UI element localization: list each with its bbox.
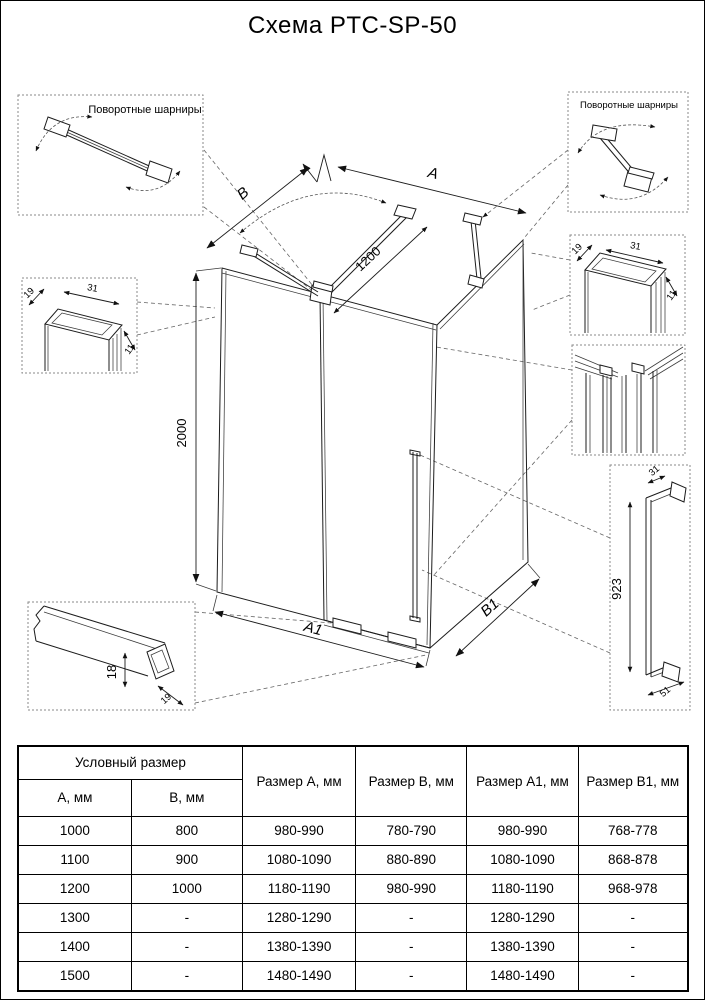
table-row	[18, 962, 688, 992]
schematic-drawing	[0, 55, 705, 745]
cell: 1180-1190	[242, 875, 355, 904]
table-row	[18, 933, 688, 962]
size-table	[17, 745, 689, 992]
callout-leader-lines	[137, 150, 610, 703]
cell: 1500	[18, 962, 131, 992]
side-glass-panel	[430, 240, 528, 648]
hinge-callout-right-label: Поворотные шарниры	[580, 100, 678, 111]
cell: 1380-1390	[242, 933, 355, 962]
page-title: Схема PTC-SP-50	[247, 12, 458, 39]
header-size-b: Размер В, мм	[356, 746, 467, 817]
cell: 768-778	[578, 817, 688, 846]
swing-arc	[240, 193, 386, 233]
cell: 1380-1390	[467, 933, 578, 962]
hinge-callout-left-label: Поворотные шарниры	[88, 104, 202, 116]
cell: 780-790	[356, 817, 467, 846]
callout-bottom-rail	[28, 602, 195, 710]
cell: 1200	[18, 875, 131, 904]
cell: 968-978	[578, 875, 688, 904]
dim-label-1200: 1200	[352, 243, 384, 275]
profile-left-dim-31: 31	[86, 282, 99, 295]
cell: 900	[131, 846, 242, 875]
bottom-rail	[324, 618, 430, 653]
cell: 1180-1190	[467, 875, 578, 904]
profile-left-dim-19: 19	[21, 285, 37, 301]
callout-hinges-right	[568, 92, 688, 212]
callout-hinges-left	[18, 95, 203, 215]
cell: 1080-1090	[242, 846, 355, 875]
dim-label-a1: A1	[302, 618, 325, 640]
rail-dim-19: 19	[158, 691, 174, 707]
table-row	[18, 846, 688, 875]
cell: -	[578, 962, 688, 992]
cell: 1000	[131, 875, 242, 904]
table-row	[18, 817, 688, 846]
cell: 1000	[18, 817, 131, 846]
callout-wall-profile-left	[22, 278, 138, 373]
table-row	[18, 875, 688, 904]
dim-label-2000: 2000	[174, 418, 189, 448]
header-size-b1: Размер В1, мм	[578, 746, 688, 817]
support-bar-right	[463, 213, 484, 288]
cell: 800	[131, 817, 242, 846]
cell: 980-990	[356, 875, 467, 904]
profile-right-dim-31: 31	[629, 240, 642, 253]
cell: 980-990	[467, 817, 578, 846]
cell: 1280-1290	[467, 904, 578, 933]
cell: -	[578, 904, 688, 933]
cell: 1480-1490	[467, 962, 578, 992]
cell: -	[356, 904, 467, 933]
header-nominal-size: Условный размер	[18, 746, 242, 780]
cell: -	[131, 933, 242, 962]
profile-right-dim-11: 11	[664, 288, 680, 303]
cell: 1280-1290	[242, 904, 355, 933]
handle-dim-51: 51	[657, 684, 673, 700]
cell: 980-990	[242, 817, 355, 846]
dim-label-b: B	[233, 183, 253, 204]
header-size-a1: Размер А1, мм	[467, 746, 578, 817]
cell: 1300	[18, 904, 131, 933]
dim-label-b1: B1	[477, 595, 503, 621]
dim-label-a: A	[426, 164, 440, 184]
callout-glass-junction	[572, 345, 685, 455]
profile-right-dim-19: 19	[569, 241, 585, 257]
cell: 1100	[18, 846, 131, 875]
cell: -	[578, 933, 688, 962]
cell: 1480-1490	[242, 962, 355, 992]
header-b-mm: В, мм	[131, 780, 242, 817]
cell: 868-878	[578, 846, 688, 875]
cell: -	[131, 962, 242, 992]
table-row	[18, 904, 688, 933]
main-dimensions	[174, 155, 540, 667]
header-a-mm: А, мм	[18, 780, 131, 817]
rail-dim-18: 18	[104, 664, 119, 680]
callout-wall-profile-right	[570, 235, 685, 335]
handle-dim-31: 31	[646, 463, 662, 479]
cell: -	[356, 933, 467, 962]
cell: 1080-1090	[467, 846, 578, 875]
cell: -	[131, 904, 242, 933]
callout-handle	[609, 463, 690, 710]
cell: -	[356, 962, 467, 992]
handle-dim-923: 923	[609, 578, 624, 600]
door-handle	[410, 450, 420, 622]
profile-left-dim-11: 11	[122, 342, 138, 357]
cell: 1400	[18, 933, 131, 962]
header-size-a: Размер А, мм	[242, 746, 355, 817]
cell: 880-890	[356, 846, 467, 875]
